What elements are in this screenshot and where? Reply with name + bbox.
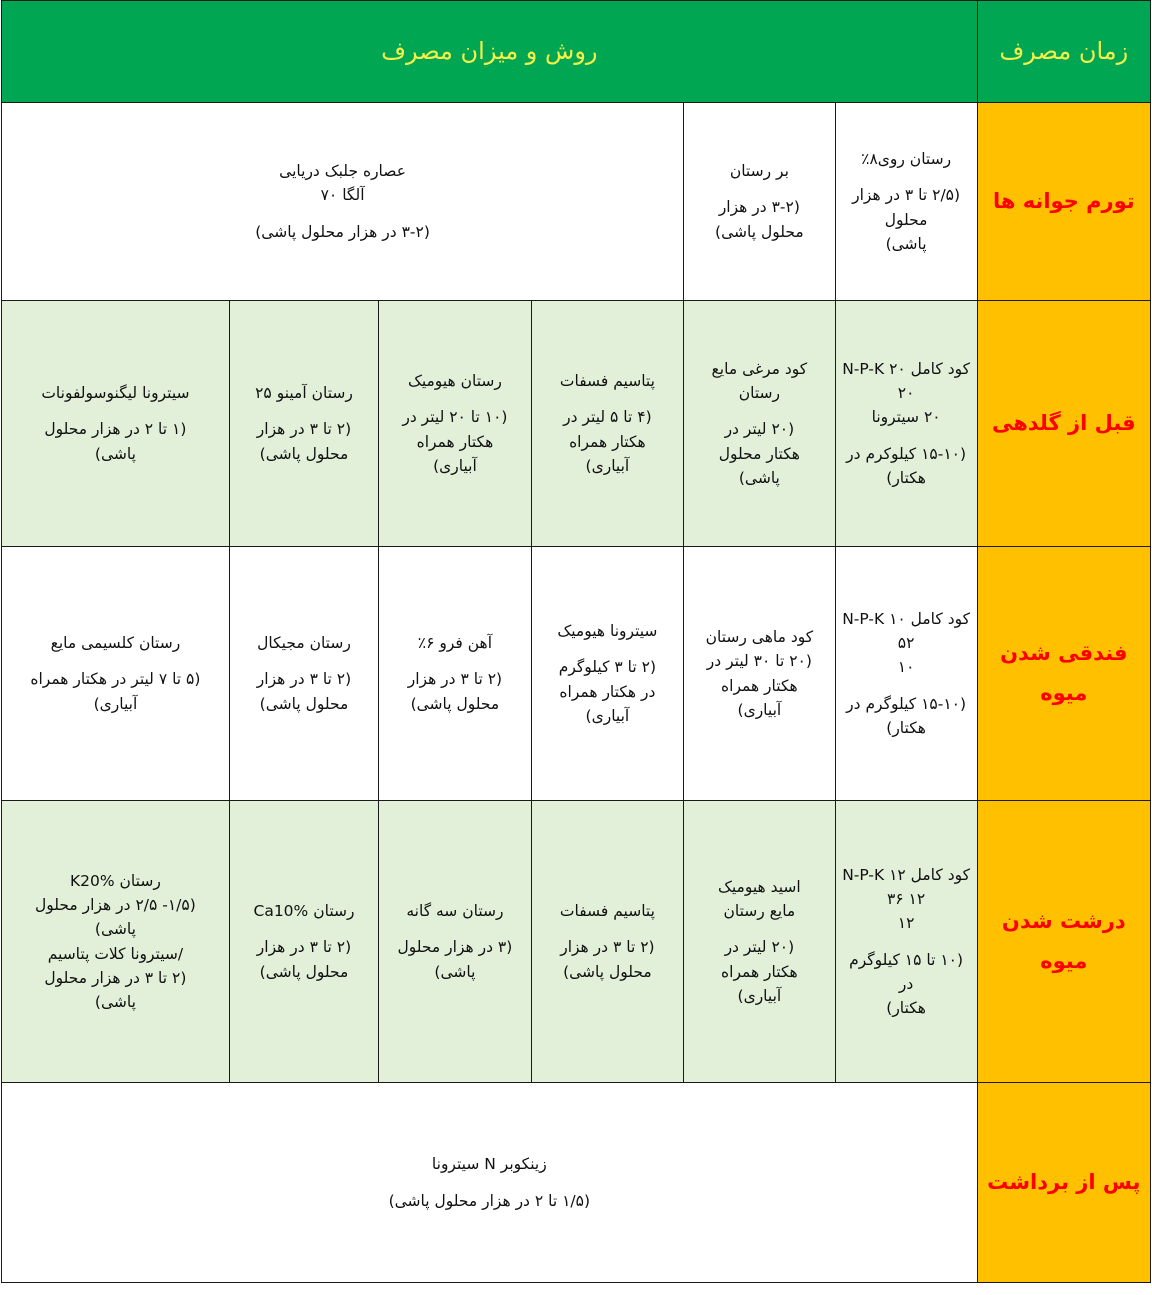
product-cell: رستان سه گانه (۳ در هزار محلول پاشی) xyxy=(379,801,531,1083)
row-before-flowering xyxy=(2,301,1151,547)
product-cell: کود مرغی مایع رستان (۲۰ لیتر در هکتار محلول پاشی) xyxy=(684,301,835,547)
product-cell: رستان آمینو ۲۵ (۲ تا ۳ در هزار محلول پاشی) xyxy=(229,301,378,547)
header-row xyxy=(2,1,1151,103)
product-cell: سیترونا هیومیک (۲ تا ۳ کیلوگرم در هکتار همراه آبیاری) xyxy=(531,547,683,801)
product-cell: بر رستان (۳-۲ در هزار محلول پاشی) xyxy=(684,103,835,301)
product-cell: رستان هیومیک (۱۰ تا ۲۰ لیتر در هکتار همراه آبیاری) xyxy=(379,301,531,547)
product-cell: کود کامل N-P-K ۱۲ ۳۶ ۱۲ ۱۲ (۱۰ تا ۱۵ کیلوگرم در هکتار) xyxy=(835,801,977,1083)
fertilizer-schedule-table xyxy=(1,0,1151,1283)
product-cell: کود کامل N-P-K ۲۰ ۲۰ ۲۰ سیترونا (۱۵-۱۰ کیلوکرم در هکتار) xyxy=(835,301,977,547)
row-fruit-enlargement xyxy=(2,801,1151,1083)
header-time-of-use: زمان مصرف xyxy=(977,1,1150,103)
product-cell: اسید هیومیک مایع رستان (۲۰ لیتر در هکتار همراه آبیاری) xyxy=(684,801,835,1083)
product-cell: کود کامل N-P-K ۱۰ ۵۲ ۱۰ (۱۵-۱۰ کیلوگرم در هکتار) xyxy=(835,547,977,801)
product-cell: رستان مجیکال (۲ تا ۳ در هزار محلول پاشی) xyxy=(229,547,378,801)
stage-cell: فندقی شدن میوه xyxy=(977,547,1150,801)
product-cell: سیترونا لیگنوسولفونات (۱ تا ۲ در هزار محلول پاشی) xyxy=(2,301,230,547)
header-method-and-amount: روش و میزان مصرف xyxy=(2,1,978,103)
product-cell: عصاره جلبک دریایی آلگا ۷۰ (۳-۲ در هزار محلول پاشی) xyxy=(2,103,684,301)
product-cell: رستان کلسیمی مایع (۵ تا ۷ لیتر در هکتار همراه آبیاری) xyxy=(2,547,230,801)
stage-cell: تورم جوانه ها xyxy=(977,103,1150,301)
product-cell: رستان K20% (۱/۵- ۲/۵ در هزار محلول پاشی) /سیترونا کلات پتاسیم (۲ تا ۳ در هزار محلول پاشی) xyxy=(2,801,230,1083)
product-cell: پتاسیم فسفات (۲ تا ۳ در هزار محلول پاشی) xyxy=(531,801,683,1083)
row-bud-swelling xyxy=(2,103,1151,301)
product-cell: رستان Ca10% (۲ تا ۳ در هزار محلول پاشی) xyxy=(229,801,378,1083)
stage-cell: قبل از گلدهی xyxy=(977,301,1150,547)
product-cell: رستان روی۸٪ (۲/۵ تا ۳ در هزار محلول پاشی) xyxy=(835,103,977,301)
product-cell: آهن فرو ۶٪ (۲ تا ۳ در هزار محلول پاشی) xyxy=(379,547,531,801)
stage-cell: پس از برداشت xyxy=(977,1083,1150,1283)
stage-cell: درشت شدن میوه xyxy=(977,801,1150,1083)
product-cell: کود ماهی رستان (۲۰ تا ۳۰ لیتر در هکتار همراه آبیاری) xyxy=(684,547,835,801)
product-cell: پتاسیم فسفات (۴ تا ۵ لیتر در هکتار همراه آبیاری) xyxy=(531,301,683,547)
product-cell: زینکوبر N سیترونا (۱/۵ تا ۲ در هزار محلول پاشی) xyxy=(2,1083,978,1283)
row-fruit-hazelnut-stage xyxy=(2,547,1151,801)
row-after-harvest xyxy=(2,1083,1151,1283)
